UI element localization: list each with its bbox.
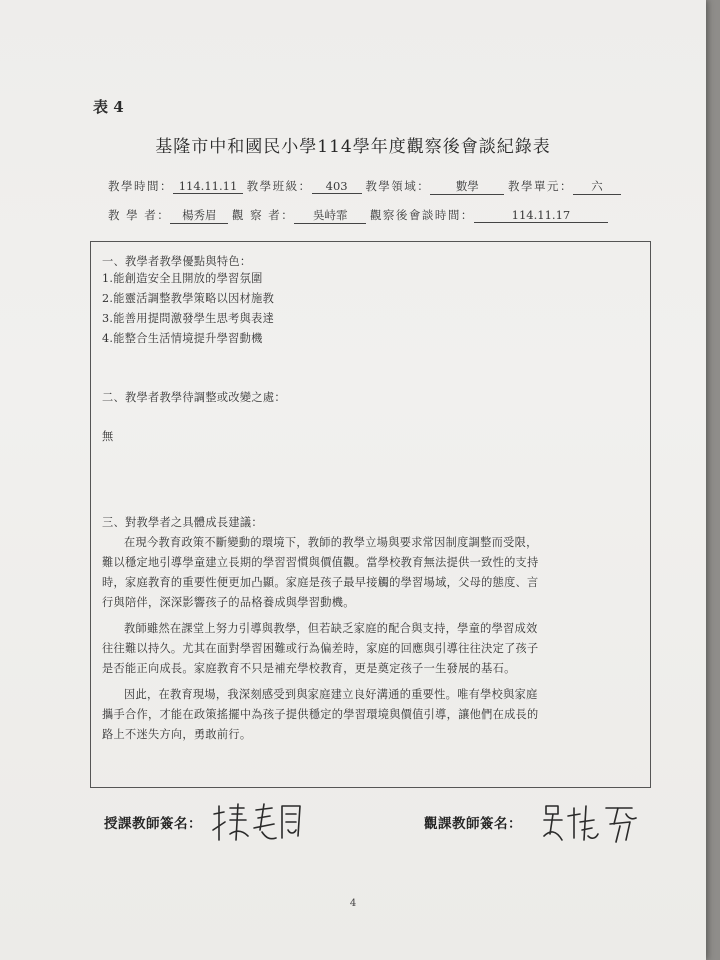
teacher-signature xyxy=(210,800,310,848)
improve-text: 無 xyxy=(102,430,114,443)
domain-value: 數學 xyxy=(430,178,504,195)
strength-item: 4.能整合生活情境提升學習動機 xyxy=(102,332,263,345)
observer-value: 吳峙霏 xyxy=(294,207,366,224)
post-talk-time-value: 114.11.17 xyxy=(474,208,608,223)
suggest-line: 在現今教育政策不斷變動的環境下，教師的教學立場與要求常因制度調整而受限， xyxy=(124,536,538,549)
strengths-title: 一、教學者教學優點與特色： xyxy=(102,255,252,268)
post-talk-time-label: 觀察後會談時間： xyxy=(369,208,474,222)
suggest-line: 因此，在教育現場，我深刻感受到與家庭建立良好溝通的重要性。唯有學校與家庭 xyxy=(124,688,538,701)
strength-item: 1.能創造安全且開放的學習氛圍 xyxy=(102,272,263,285)
teacher-value: 楊秀眉 xyxy=(170,207,228,224)
suggest-line: 時，家庭教育的重要性便更加凸顯。家庭是孩子最早接觸的學習場域，父母的態度、言 xyxy=(102,576,539,589)
suggest-line: 攜手合作，才能在政策搖擺中為孩子提供穩定的學習環境與價值引導，讓他們在成長的 xyxy=(102,708,539,721)
suggest-line: 路上不迷失方向，勇敢前行。 xyxy=(102,728,252,741)
teaching-time-value: 114.11.11 xyxy=(173,179,243,194)
strength-item: 2.能靈活調整教學策略以因材施教 xyxy=(102,292,275,305)
page-number: 4 xyxy=(349,898,357,909)
suggest-line: 難以穩定地引導學童建立長期的學習習慣與價值觀。當學校教育無法提供一致性的支持 xyxy=(102,556,539,569)
teacher-label: 教 學 者： xyxy=(108,208,171,222)
unit-label: 教學單元： xyxy=(507,179,573,193)
unit-value: 六 xyxy=(573,178,621,195)
teaching-time-label: 教學時間： xyxy=(108,179,173,193)
suggest-line: 往往難以持久。尤其在面對學習困難或行為偏差時，家庭的回應與引導往往決定了孩子 xyxy=(102,642,539,655)
table-label: 表 4 xyxy=(93,98,124,116)
domain-label: 教學領域： xyxy=(365,179,431,193)
suggest-line: 行與陪伴，深深影響孩子的品格養成與學習動機。 xyxy=(102,596,355,609)
suggest-line: 是否能正向成長。家庭教育不只是補充學校教育，更是奠定孩子一生發展的基石。 xyxy=(102,662,516,675)
suggest-line: 教師雖然在課堂上努力引導與教學，但若缺乏家庭的配合與支持，學童的學習成效 xyxy=(124,622,538,635)
meta-row-2 xyxy=(108,207,608,224)
observer-signature-label: 觀課教師簽名： xyxy=(424,816,522,832)
teacher-signature-label: 授課教師簽名： xyxy=(104,816,202,832)
suggest-title: 三、對教學者之具體成長建議： xyxy=(102,516,263,529)
document-title: 基隆市中和國民小學114學年度觀察後會談紀錄表 xyxy=(155,137,551,157)
strength-item: 3.能善用提問激發學生思考與表達 xyxy=(102,312,275,325)
observer-label: 觀 察 者： xyxy=(231,208,295,222)
class-value: 403 xyxy=(312,179,362,194)
class-label: 教學班級： xyxy=(246,179,312,193)
observer-signature xyxy=(540,800,640,848)
improve-title: 二、教學者教學待調整或改變之處： xyxy=(102,391,286,404)
meta-row-1 xyxy=(108,178,621,195)
